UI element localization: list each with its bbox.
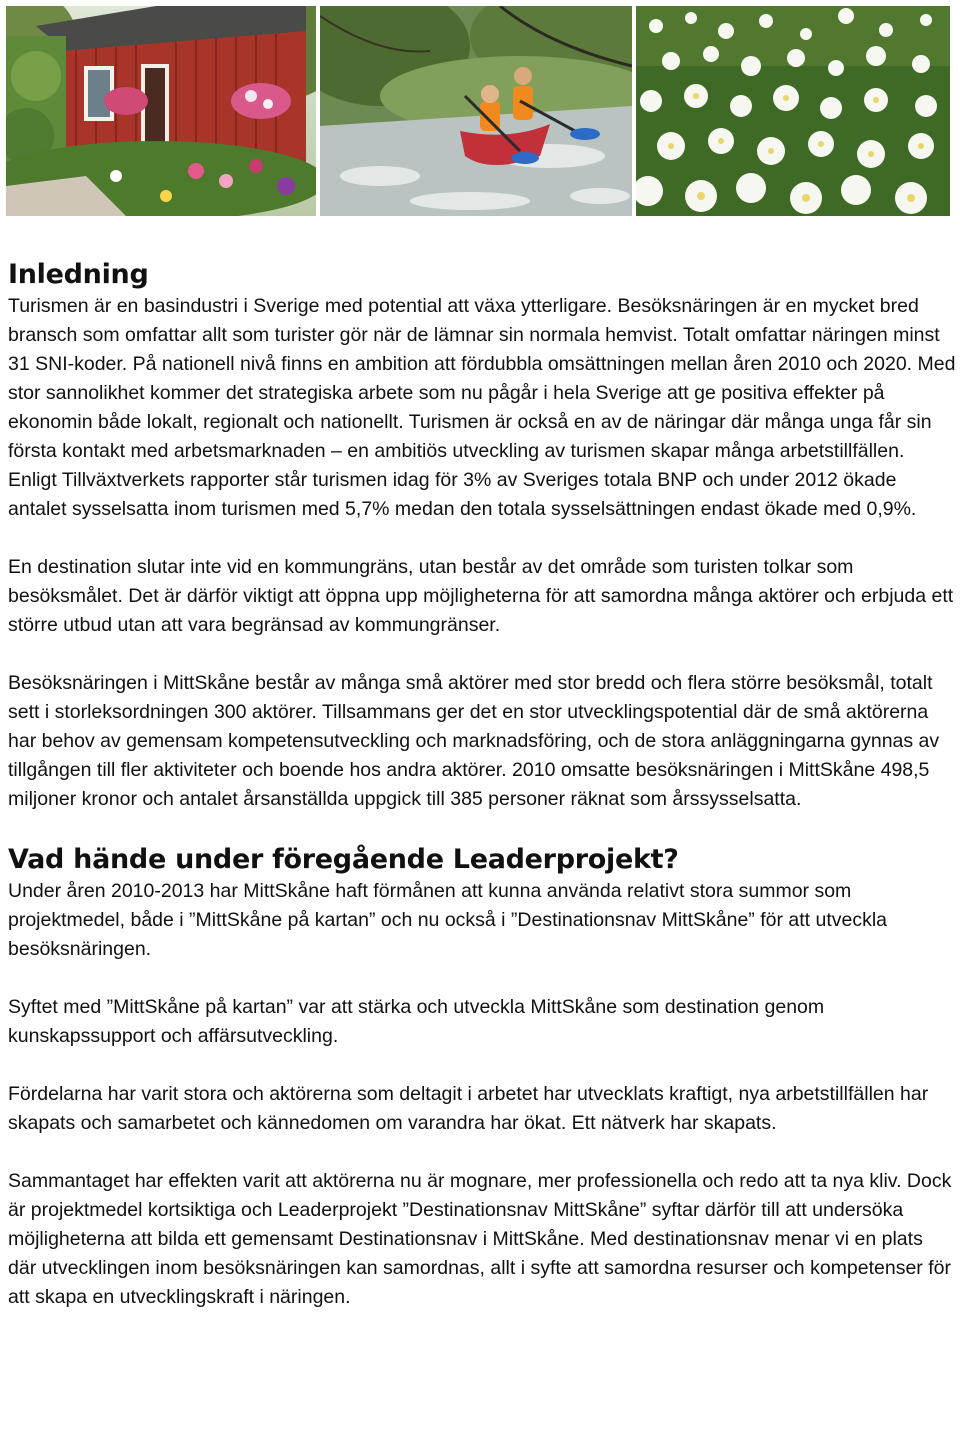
paragraph-destination: En destination slutar inte vid en kommungräns, utan består av det område som turisten tolkar som besöksmålet. Det är därför viktigt att öppna upp möjligheterna för att samordna många aktörer och erbjuda ett större utbud utan att vara begränsad av kommungränser. — [8, 556, 954, 636]
canoe-on-river-icon — [320, 6, 632, 216]
canoe-photo — [320, 6, 632, 216]
heading-leaderprojekt: Vad hände under föregående Leaderprojekt? — [8, 844, 679, 875]
red-cottage-photo — [6, 6, 316, 216]
document-body — [8, 258, 956, 1312]
white-anemones-icon — [636, 6, 950, 216]
photo-strip — [6, 6, 950, 216]
paragraph-sammantaget: Sammantaget har effekten varit att aktörerna nu är mognare, mer professionella och redo att ta nya kliv. Dock är projektmedel kortsiktiga och Leaderprojekt ”Destinationsnav MittSkåne” syftar därför till att undersöka möjligheterna att bilda ett gemensamt Destinationsnav i MittSkåne. Med destinationsnav menar vi en plats där utvecklingen inom besöksnäringen kan samordnas, allt i syfte att samordna resurser och kompetenser för att skapa en utvecklingskraft i näringen. — [8, 1170, 952, 1308]
heading-inledning: Inledning — [8, 259, 149, 290]
paragraph-fordelar: Fördelarna har varit stora och aktörerna som deltagit i arbetet har utvecklats kraftigt, nya arbetstillfällen har skapats och samarbetet och kännedomen om varandra har ökat. Ett nätverk har skapats. — [8, 1083, 929, 1134]
paragraph-intro: Turismen är en basindustri i Sverige med potential att växa ytterligare. Besöksnäringen är en mycket bred bransch som omfattar allt som turister gör när de lämnar sin normala hemvist. Totalt omfattar näringen minst 31 SNI-koder. På nationell nivå finns en ambition att fördubbla omsättningen mellan åren 2010 och 2020. Med stor sannolikhet kommer det strategiska arbete som nu pågår i hela Sverige att ge positiva effekter på ekonomin både lokalt, regionalt och nationellt. Turismen är också en av de näringar där många unga får sin första kontakt med arbetsmarknaden – en ambitiös utveckling av turismen skapar många arbetstillfällen. Enligt Tillväxtverkets rapporter står turismen idag för 3% av Sveriges totala BNP och under 2012 ökade antalet sysselsatta inom turismen med 5,7% medan den totala sysselsättningen endast ökade med 0,9%. — [8, 295, 956, 520]
paragraph-syfte: Syftet med ”MittSkåne på kartan” var att stärka och utveckla MittSkåne som destination genom kunskapssupport och affärsutveckling. — [8, 996, 825, 1047]
red-wooden-house-icon — [6, 6, 316, 216]
paragraph-projektmedel: Under åren 2010-2013 har MittSkåne haft förmånen att kunna använda relativt stora summor som projektmedel, både i ”MittSkåne på kartan” och nu också i ”Destinationsnav MittSkåne” för att utveckla besöksnäringen. — [8, 880, 888, 960]
anemone-photo — [636, 6, 950, 216]
paragraph-mittskane: Besöksnäringen i MittSkåne består av många små aktörer med stor bredd och flera större besöksmål, totalt sett i storleksordningen 300 aktörer. Tillsammans ger det en stor utvecklingspotential där de små aktörerna har behov av gemensam kompetensutveckling och marknadsföring, och de stora anläggningarna gynnas av tillgången till fler aktiviteter och boende hos andra aktörer. 2010 omsatte besöksnäringen i MittSkåne 498,5 miljoner kronor och antalet årsanställda uppgick till 385 personer räknat som årssysselsatta. — [8, 672, 940, 810]
